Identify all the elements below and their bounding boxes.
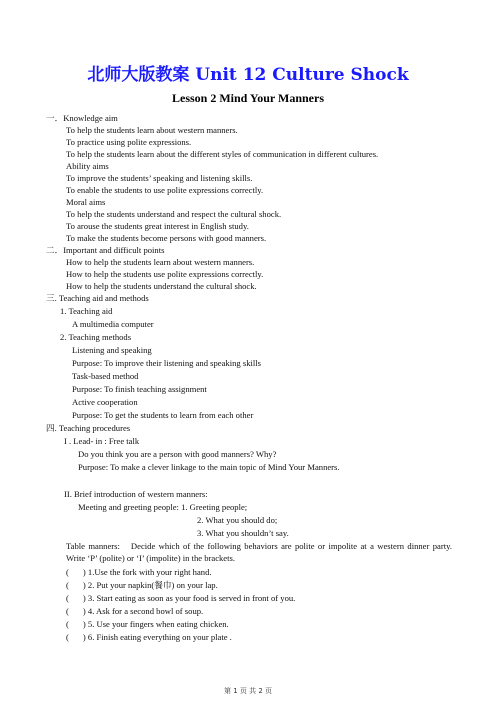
list-item: Task-based method — [72, 371, 139, 381]
question-text: 5. Use your fingers when eating chicken. — [87, 619, 229, 629]
section-heading-knowledge-aim: 一．Knowledge aim — [46, 113, 118, 123]
list-item: To practice using polite expressions. — [66, 137, 192, 147]
meeting-greeting-line: 2. What you should do; — [197, 515, 278, 525]
list-item — [66, 619, 229, 630]
document-subtitle: Lesson 2 Mind Your Manners — [171, 91, 325, 105]
bracket-open: ( — [66, 593, 69, 603]
bracket-open: ( — [66, 580, 69, 590]
subheading-ability-aims: Ability aims — [66, 161, 109, 171]
list-item: How to help the students understand the cultural shock. — [66, 281, 257, 291]
list-item: To help the students understand and respect the cultural shock. — [66, 209, 282, 219]
bracket-open: ( — [66, 632, 69, 642]
list-item — [66, 632, 232, 643]
list-item — [66, 567, 212, 578]
list-item: Purpose: To get the students to learn from each other — [72, 410, 254, 420]
step-heading-lead-in: I . Lead- in : Free talk — [64, 436, 140, 446]
list-item — [66, 606, 203, 617]
list-item: To make the students become persons with good manners. — [66, 233, 267, 243]
question-text: 2. Put your napkin(餐巾) on your lap. — [87, 580, 218, 590]
subheading-teaching-methods: 2. Teaching methods — [60, 332, 132, 342]
question-text: 3. Start eating as soon as your food is served in front of you. — [87, 593, 296, 603]
subheading-teaching-aid: 1. Teaching aid — [60, 306, 113, 316]
list-item: To arouse the students great interest in English study. — [66, 221, 249, 231]
list-item: To improve the students’ speaking and listening skills. — [66, 173, 253, 183]
list-item: To help the students learn about the different styles of communication in different cultures. — [66, 149, 379, 159]
question-text: 4. Ask for a second bowl of soup. — [87, 606, 204, 616]
subheading-moral-aims: Moral aims — [66, 197, 106, 207]
list-item: To enable the students to use polite expressions correctly. — [66, 185, 264, 195]
page-footer: 第 1 页 共 2 页 — [223, 687, 273, 695]
meeting-greeting-line: Meeting and greeting people: 1. Greeting people; — [78, 502, 248, 512]
list-item: Purpose: To finish teaching assignment — [72, 384, 207, 394]
bracket-open: ( — [66, 606, 69, 616]
section-heading-teaching-aid: 三. Teaching aid and methods — [46, 293, 149, 303]
list-item: A multimedia computer — [72, 319, 154, 329]
bracket-close: ) — [82, 580, 86, 590]
question-text: 1.Use the fork with your right hand. — [87, 567, 212, 577]
step-heading-western-manners: II. Brief introduction of western manners: — [64, 489, 208, 499]
list-item: To help the students learn about western manners. — [66, 125, 238, 135]
question-text: 6. Finish eating everything on your plate . — [87, 632, 232, 642]
meeting-greeting-line: 3. What you shouldn’t say. — [197, 528, 289, 538]
list-item: How to help the students use polite expressions correctly. — [66, 269, 264, 279]
bracket-close: ) — [82, 632, 86, 642]
bracket-open: ( — [66, 567, 69, 577]
list-item: Purpose: To make a clever linkage to the main topic of Mind Your Manners. — [78, 462, 340, 472]
list-item: Active cooperation — [72, 397, 138, 407]
section-heading-teaching-procedures: 四. Teaching procedures — [46, 423, 131, 433]
list-item: Purpose: To improve their listening and speaking skills — [72, 358, 261, 368]
list-item — [66, 580, 218, 591]
bracket-close: ) — [82, 606, 86, 616]
bracket-close: ) — [82, 567, 86, 577]
list-item: Listening and speaking — [72, 345, 152, 355]
list-item: Do you think you are a person with good manners? Why? — [78, 449, 277, 459]
section-heading-important-points: 二．Important and difficult points — [46, 245, 165, 255]
bracket-close: ) — [82, 619, 86, 629]
list-item: How to help the students learn about western manners. — [66, 257, 255, 267]
bracket-open: ( — [66, 619, 69, 629]
table-manners-paragraph: Table manners: Decide which of the following behaviors are polite or impolite at a western dinner party. Write ‘P’ (polite) or ‘I’ (impolite) in the brackets. — [66, 541, 452, 563]
document-title: 北师大版教案 Unit 12 Culture Shock — [87, 65, 409, 85]
bracket-close: ) — [82, 593, 86, 603]
list-item — [66, 593, 295, 604]
